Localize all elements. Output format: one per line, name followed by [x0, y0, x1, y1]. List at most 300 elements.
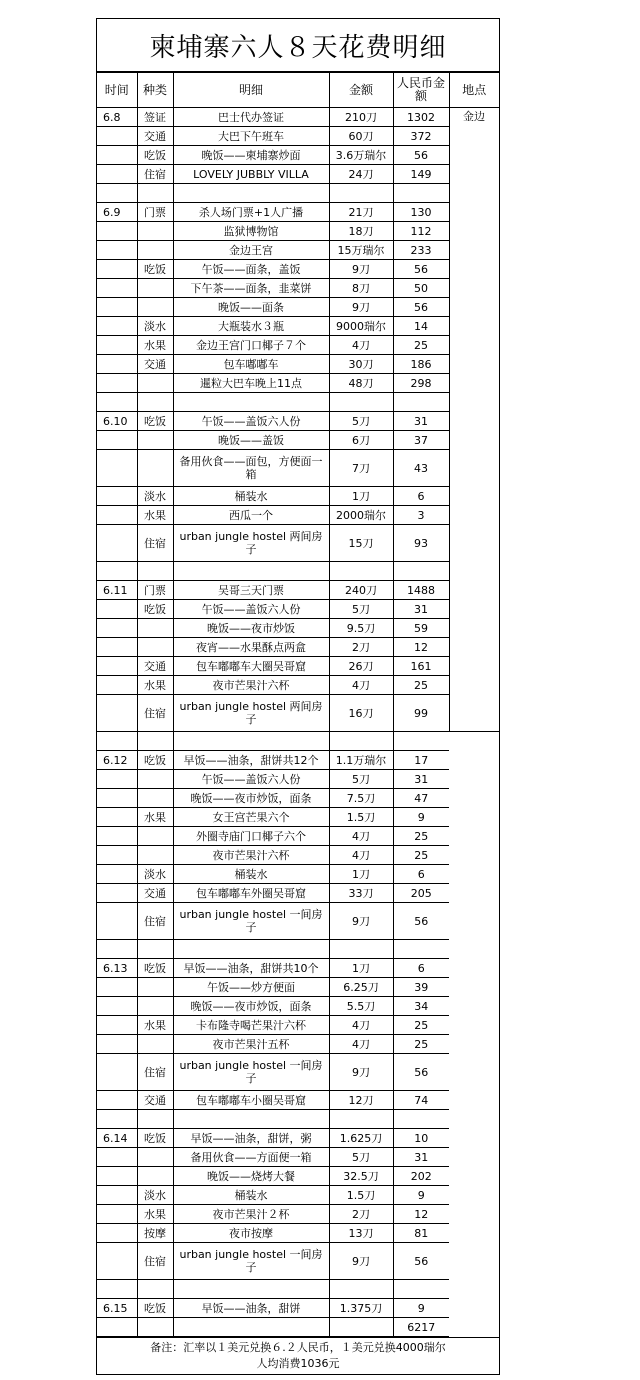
rmb-cell: 25	[393, 846, 449, 865]
date-cell	[97, 393, 137, 412]
detail-cell: 午饭——面条，盖饭	[173, 260, 329, 279]
amount-cell: 21刀	[329, 203, 393, 222]
amount-cell: 1刀	[329, 865, 393, 884]
date-cell	[97, 903, 137, 940]
detail-cell: 外圈寺庙门口椰子六个	[173, 827, 329, 846]
table-row	[97, 165, 499, 184]
category-cell	[137, 1167, 173, 1186]
category-cell: 吃饭	[137, 600, 173, 619]
table-row	[97, 903, 499, 940]
category-cell: 吃饭	[137, 260, 173, 279]
table-row	[97, 789, 499, 808]
category-cell: 吃饭	[137, 751, 173, 770]
rmb-cell: 59	[393, 619, 449, 638]
rmb-cell: 56	[393, 903, 449, 940]
detail-cell: 晚饭——烧烤大餐	[173, 1167, 329, 1186]
category-cell: 交通	[137, 657, 173, 676]
rmb-cell: 25	[393, 1016, 449, 1035]
date-cell	[97, 374, 137, 393]
rmb-cell: 56	[393, 1054, 449, 1091]
detail-cell: 夜市芒果汁２杯	[173, 1205, 329, 1224]
detail-cell: LOVELY JUBBLY VILLA	[173, 165, 329, 184]
rmb-cell	[393, 184, 449, 203]
expense-rows	[97, 108, 499, 1337]
detail-cell: 晚饭——盖饭	[173, 431, 329, 450]
amount-cell: 7.5刀	[329, 789, 393, 808]
amount-cell: 1刀	[329, 959, 393, 978]
date-cell: 6.12	[97, 751, 137, 770]
amount-cell: 4刀	[329, 846, 393, 865]
category-cell	[137, 978, 173, 997]
table-row	[97, 600, 499, 619]
rmb-cell: 1488	[393, 581, 449, 600]
detail-cell	[173, 1318, 329, 1337]
detail-cell: 卡布隆寺喝芒果汁六杯	[173, 1016, 329, 1035]
amount-cell: 5刀	[329, 770, 393, 789]
detail-cell: 桶装水	[173, 1186, 329, 1205]
date-cell	[97, 1148, 137, 1167]
date-cell	[97, 127, 137, 146]
category-cell	[137, 1280, 173, 1299]
table-row	[97, 108, 499, 127]
category-cell: 淡水	[137, 317, 173, 336]
category-cell: 淡水	[137, 1186, 173, 1205]
category-cell: 门票	[137, 203, 173, 222]
date-cell	[97, 1035, 137, 1054]
category-cell	[137, 638, 173, 657]
amount-cell: 4刀	[329, 1016, 393, 1035]
category-cell: 水果	[137, 336, 173, 355]
spacer-row	[97, 562, 499, 581]
amount-cell	[329, 1280, 393, 1299]
table-row	[97, 619, 499, 638]
rmb-cell: 14	[393, 317, 449, 336]
table-row	[97, 127, 499, 146]
category-cell	[137, 222, 173, 241]
date-cell	[97, 165, 137, 184]
category-cell: 住宿	[137, 1054, 173, 1091]
date-cell	[97, 241, 137, 260]
table-row	[97, 374, 499, 393]
rmb-cell: 50	[393, 279, 449, 298]
rmb-cell: 99	[393, 695, 449, 732]
rmb-cell: 298	[393, 374, 449, 393]
header-detail: 明细	[173, 73, 329, 108]
amount-cell: 15刀	[329, 525, 393, 562]
rmb-cell: 25	[393, 1035, 449, 1054]
table-row	[97, 695, 499, 732]
spacer-row	[97, 184, 499, 203]
date-cell	[97, 260, 137, 279]
category-cell	[137, 619, 173, 638]
detail-cell: 巴士代办签证	[173, 108, 329, 127]
category-cell: 淡水	[137, 487, 173, 506]
rmb-cell	[393, 1110, 449, 1129]
rmb-cell: 149	[393, 165, 449, 184]
date-cell: 6.9	[97, 203, 137, 222]
date-cell	[97, 827, 137, 846]
date-cell	[97, 1318, 137, 1337]
category-cell	[137, 1148, 173, 1167]
amount-cell: 5刀	[329, 1148, 393, 1167]
category-cell	[137, 827, 173, 846]
rmb-cell: 6	[393, 487, 449, 506]
amount-cell	[329, 1110, 393, 1129]
detail-cell: 包车嘟嘟车外圈吴哥窟	[173, 884, 329, 903]
category-cell	[137, 846, 173, 865]
detail-cell	[173, 393, 329, 412]
detail-cell: 监狱博物馆	[173, 222, 329, 241]
date-cell	[97, 146, 137, 165]
date-cell	[97, 450, 137, 487]
detail-cell: 桶装水	[173, 487, 329, 506]
category-cell	[137, 732, 173, 751]
table-row	[97, 808, 499, 827]
rmb-cell: 12	[393, 638, 449, 657]
table-row	[97, 146, 499, 165]
amount-cell: 1.5刀	[329, 1186, 393, 1205]
detail-cell: urban jungle hostel 两间房子	[173, 525, 329, 562]
date-cell	[97, 222, 137, 241]
rmb-cell: 93	[393, 525, 449, 562]
rmb-cell: 25	[393, 336, 449, 355]
category-cell: 水果	[137, 808, 173, 827]
table-row	[97, 260, 499, 279]
category-cell	[137, 789, 173, 808]
detail-cell	[173, 940, 329, 959]
detail-cell: 金边王宫	[173, 241, 329, 260]
amount-cell	[329, 1318, 393, 1337]
table-row	[97, 1167, 499, 1186]
date-cell	[97, 940, 137, 959]
amount-cell: 4刀	[329, 676, 393, 695]
table-row	[97, 412, 499, 431]
amount-cell: 9刀	[329, 1054, 393, 1091]
table-row	[97, 657, 499, 676]
detail-cell	[173, 1110, 329, 1129]
amount-cell: 9.5刀	[329, 619, 393, 638]
table-row	[97, 431, 499, 450]
rmb-cell: 12	[393, 1205, 449, 1224]
rmb-cell	[393, 940, 449, 959]
rmb-cell: 34	[393, 997, 449, 1016]
date-cell	[97, 1243, 137, 1280]
amount-cell: 5.5刀	[329, 997, 393, 1016]
header-amount: 金额	[329, 73, 393, 108]
detail-cell: 夜市芒果汁五杯	[173, 1035, 329, 1054]
category-cell: 水果	[137, 1205, 173, 1224]
detail-cell: 晚饭——夜市炒饭，面条	[173, 789, 329, 808]
date-cell	[97, 789, 137, 808]
detail-cell: 吴哥三天门票	[173, 581, 329, 600]
amount-cell: 1.5刀	[329, 808, 393, 827]
rmb-cell: 6	[393, 865, 449, 884]
footnote-per-person: 人均消费1036元	[256, 1357, 340, 1370]
rmb-cell: 47	[393, 789, 449, 808]
detail-cell: 早饭——油条，甜饼	[173, 1299, 329, 1318]
rmb-cell: 56	[393, 1243, 449, 1280]
table-row	[97, 241, 499, 260]
category-cell	[137, 298, 173, 317]
detail-cell: urban jungle hostel 两间房子	[173, 695, 329, 732]
amount-cell: 33刀	[329, 884, 393, 903]
rmb-cell: 9	[393, 1186, 449, 1205]
rmb-cell: 205	[393, 884, 449, 903]
rmb-cell: 25	[393, 827, 449, 846]
category-cell	[137, 1035, 173, 1054]
table-row	[97, 884, 499, 903]
detail-cell: 午饭——盖饭六人份	[173, 770, 329, 789]
table-row	[97, 827, 499, 846]
amount-cell	[329, 732, 393, 751]
detail-cell: 晚饭——面条	[173, 298, 329, 317]
rmb-cell: 39	[393, 978, 449, 997]
category-cell	[137, 997, 173, 1016]
amount-cell	[329, 562, 393, 581]
date-cell	[97, 1054, 137, 1091]
date-cell: 6.13	[97, 959, 137, 978]
category-cell: 交通	[137, 1091, 173, 1110]
date-cell: 6.10	[97, 412, 137, 431]
date-cell	[97, 355, 137, 374]
amount-cell: 6刀	[329, 431, 393, 450]
rmb-cell: 56	[393, 298, 449, 317]
date-cell	[97, 978, 137, 997]
detail-cell: 备用伙食——面包，方便面一箱	[173, 450, 329, 487]
amount-cell	[329, 184, 393, 203]
amount-cell: 1.375刀	[329, 1299, 393, 1318]
category-cell: 吃饭	[137, 412, 173, 431]
date-cell: 6.11	[97, 581, 137, 600]
amount-cell: 5刀	[329, 412, 393, 431]
detail-cell: urban jungle hostel 一间房子	[173, 903, 329, 940]
table-row	[97, 1186, 499, 1205]
table-row	[97, 487, 499, 506]
table-row	[97, 1224, 499, 1243]
rmb-cell: 161	[393, 657, 449, 676]
category-cell	[137, 1318, 173, 1337]
spacer-row	[97, 940, 499, 959]
rmb-cell	[393, 562, 449, 581]
date-cell	[97, 298, 137, 317]
header-category: 种类	[137, 73, 173, 108]
detail-cell: 午饭——炒方便面	[173, 978, 329, 997]
date-cell	[97, 884, 137, 903]
spacer-row	[97, 393, 499, 412]
rmb-cell: 74	[393, 1091, 449, 1110]
amount-cell: 60刀	[329, 127, 393, 146]
date-cell: 6.14	[97, 1129, 137, 1148]
amount-cell	[329, 940, 393, 959]
table-row	[97, 336, 499, 355]
rmb-cell: 25	[393, 676, 449, 695]
detail-cell: 下午茶——面条，韭菜饼	[173, 279, 329, 298]
table-row	[97, 959, 499, 978]
detail-cell: 晚饭——夜市炒饭，面条	[173, 997, 329, 1016]
detail-cell	[173, 1280, 329, 1299]
category-cell: 交通	[137, 355, 173, 374]
date-cell	[97, 770, 137, 789]
date-cell	[97, 997, 137, 1016]
amount-cell: 26刀	[329, 657, 393, 676]
date-cell: 6.15	[97, 1299, 137, 1318]
amount-cell: 32.5刀	[329, 1167, 393, 1186]
category-cell: 住宿	[137, 1243, 173, 1280]
category-cell: 吃饭	[137, 1299, 173, 1318]
table-row	[97, 1205, 499, 1224]
category-cell: 签证	[137, 108, 173, 127]
date-cell	[97, 279, 137, 298]
category-cell: 水果	[137, 1016, 173, 1035]
amount-cell: 30刀	[329, 355, 393, 374]
detail-cell: 午饭——盖饭六人份	[173, 412, 329, 431]
amount-cell: 240刀	[329, 581, 393, 600]
date-cell	[97, 336, 137, 355]
category-cell	[137, 279, 173, 298]
amount-cell: 6.25刀	[329, 978, 393, 997]
rmb-cell: 31	[393, 600, 449, 619]
table-row	[97, 865, 499, 884]
header-rmb: 人民币金额	[393, 73, 449, 108]
date-cell	[97, 619, 137, 638]
category-cell	[137, 393, 173, 412]
detail-cell	[173, 732, 329, 751]
category-cell: 淡水	[137, 865, 173, 884]
date-cell	[97, 676, 137, 695]
detail-cell: 桶装水	[173, 865, 329, 884]
table-row	[97, 978, 499, 997]
date-cell	[97, 865, 137, 884]
rmb-cell: 9	[393, 1299, 449, 1318]
detail-cell: 夜市芒果汁六杯	[173, 846, 329, 865]
rmb-cell: 3	[393, 506, 449, 525]
category-cell	[137, 184, 173, 203]
category-cell	[137, 770, 173, 789]
detail-cell: 西瓜一个	[173, 506, 329, 525]
date-cell	[97, 1091, 137, 1110]
category-cell	[137, 940, 173, 959]
rmb-cell: 9	[393, 808, 449, 827]
rmb-cell: 31	[393, 1148, 449, 1167]
date-cell	[97, 695, 137, 732]
rmb-cell: 6217	[393, 1318, 449, 1337]
amount-cell: 9000瑞尔	[329, 317, 393, 336]
detail-cell: 早饭——油条，甜饼共12个	[173, 751, 329, 770]
detail-cell: 金边王宫门口椰子７个	[173, 336, 329, 355]
table-row	[97, 506, 499, 525]
date-cell	[97, 506, 137, 525]
spacer-row	[97, 1110, 499, 1129]
rmb-cell: 233	[393, 241, 449, 260]
category-cell: 按摩	[137, 1224, 173, 1243]
detail-cell: 大巴下午班车	[173, 127, 329, 146]
amount-cell: 2刀	[329, 1205, 393, 1224]
amount-cell: 18刀	[329, 222, 393, 241]
date-cell	[97, 732, 137, 751]
table-row	[97, 1299, 499, 1318]
amount-cell: 2000瑞尔	[329, 506, 393, 525]
table-row	[97, 222, 499, 241]
category-cell: 住宿	[137, 165, 173, 184]
detail-cell: 早饭——油条，甜饼，粥	[173, 1129, 329, 1148]
table-row	[97, 846, 499, 865]
detail-cell: 暹粒大巴车晚上11点	[173, 374, 329, 393]
detail-cell: urban jungle hostel 一间房子	[173, 1054, 329, 1091]
table-row	[97, 1016, 499, 1035]
detail-cell: 午饭——盖饭六人份	[173, 600, 329, 619]
amount-cell: 16刀	[329, 695, 393, 732]
rmb-cell: 112	[393, 222, 449, 241]
rmb-cell: 17	[393, 751, 449, 770]
detail-cell: 杀人场门票+1人广播	[173, 203, 329, 222]
amount-cell	[329, 393, 393, 412]
rmb-cell: 31	[393, 412, 449, 431]
category-cell: 水果	[137, 676, 173, 695]
amount-cell: 9刀	[329, 1243, 393, 1280]
date-cell	[97, 317, 137, 336]
detail-cell: 夜市芒果汁六杯	[173, 676, 329, 695]
table-row	[97, 450, 499, 487]
date-cell	[97, 1110, 137, 1129]
category-cell: 吃饭	[137, 146, 173, 165]
amount-cell: 1刀	[329, 487, 393, 506]
date-cell	[97, 846, 137, 865]
amount-cell: 8刀	[329, 279, 393, 298]
date-cell	[97, 808, 137, 827]
rmb-cell	[393, 1280, 449, 1299]
date-cell	[97, 657, 137, 676]
amount-cell: 12刀	[329, 1091, 393, 1110]
table-row	[97, 355, 499, 374]
amount-cell: 15万瑞尔	[329, 241, 393, 260]
date-cell	[97, 638, 137, 657]
table-row	[97, 525, 499, 562]
table-row	[97, 1054, 499, 1091]
detail-cell: 包车嘟嘟车	[173, 355, 329, 374]
sheet-title: 柬埔寨六人８天花费明细	[97, 19, 499, 72]
category-cell: 住宿	[137, 903, 173, 940]
rmb-cell: 1302	[393, 108, 449, 127]
date-cell: 6.8	[97, 108, 137, 127]
table-row	[97, 676, 499, 695]
spacer-row	[97, 1280, 499, 1299]
place-cell: 金边	[449, 108, 499, 732]
rmb-cell: 186	[393, 355, 449, 374]
date-cell	[97, 1186, 137, 1205]
header-date: 时间	[97, 73, 137, 108]
amount-cell: 2刀	[329, 638, 393, 657]
detail-cell: 大瓶装水３瓶	[173, 317, 329, 336]
amount-cell: 1.1万瑞尔	[329, 751, 393, 770]
spacer-row	[97, 732, 499, 751]
date-cell	[97, 487, 137, 506]
rmb-cell: 372	[393, 127, 449, 146]
amount-cell: 24刀	[329, 165, 393, 184]
category-cell	[137, 374, 173, 393]
amount-cell: 4刀	[329, 1035, 393, 1054]
table-row	[97, 1091, 499, 1110]
table-row	[97, 298, 499, 317]
category-cell: 住宿	[137, 525, 173, 562]
date-cell	[97, 600, 137, 619]
table-row	[97, 997, 499, 1016]
expense-table	[97, 72, 499, 1337]
table-row	[97, 1243, 499, 1280]
detail-cell: 备用伙食——方面便一箱	[173, 1148, 329, 1167]
footnote-exchange-rate: 备注：汇率以１美元兑换６.２人民币，１美元兑换4000瑞尔	[150, 1341, 446, 1354]
amount-cell: 1.625刀	[329, 1129, 393, 1148]
category-cell: 水果	[137, 506, 173, 525]
